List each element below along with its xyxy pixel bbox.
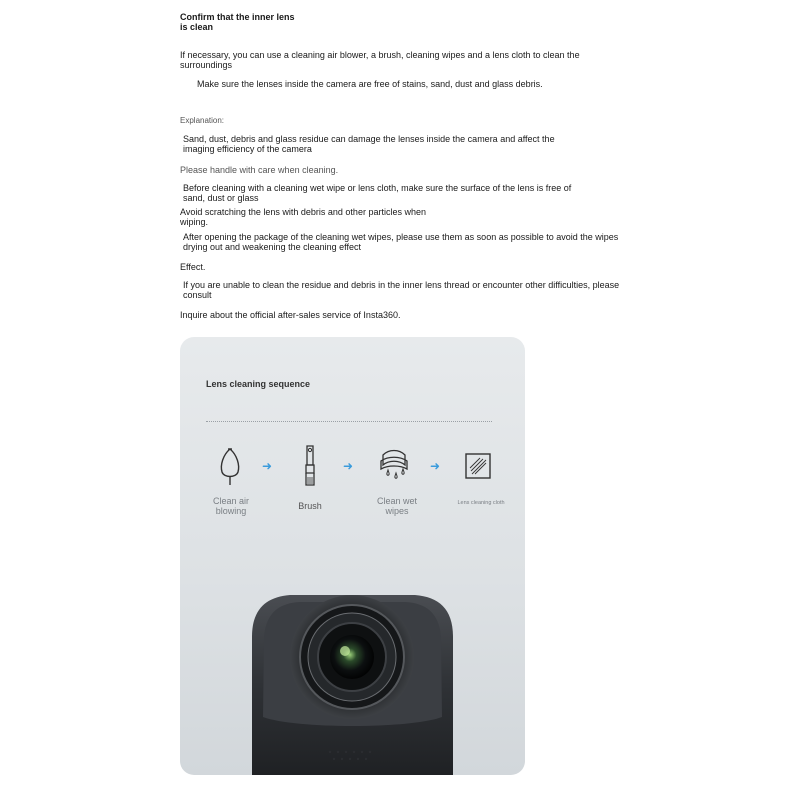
before-cleaning-note: Before cleaning with a cleaning wet wipe or lens cloth, make sure the surface of the lens is free of sand, dust or glass (183, 183, 572, 203)
step-label: Lens cleaning cloth (457, 500, 505, 506)
tools-note: If necessary, you can use a cleaning air blower, a brush, cleaning wipes and a lens cloth to clean the surroundings (180, 50, 580, 70)
card-title: Lens cleaning sequence (206, 379, 311, 389)
damage-note: Sand, dust, debris and glass residue can damage the lenses inside the camera and affect the imaging efficiency of the camera (183, 134, 555, 154)
unable-note: If you are unable to clean the residue and debris in the inner lens thread or encounter other difficulties, please consult (183, 280, 620, 300)
explanation-label: Explanation: (180, 116, 225, 125)
avoid-scratching-note: Avoid scratching the lens with debris and other particles when wiping. (180, 207, 426, 227)
step-label: Brush (298, 501, 322, 511)
step-label: Clean air blowing (212, 496, 250, 516)
step-label: Clean wet wipes (376, 496, 418, 516)
after-opening-note: After opening the package of the cleaning wet wipes, please use them as soon as possible to avoid the wipes drying out and weakening the cleaning effect (183, 232, 619, 252)
arrow-right-icon: ➜ (262, 459, 273, 473)
inquire-note: Inquire about the official after-sales service of Insta360. (180, 310, 401, 320)
lens-cleaning-card (180, 337, 525, 775)
arrow-right-icon: ➜ (343, 459, 354, 473)
page-heading: Confirm that the inner lens is clean (180, 12, 295, 32)
arrow-right-icon: ➜ (430, 459, 441, 473)
effect-label: Effect. (180, 262, 206, 272)
camera-lens-image (180, 337, 525, 775)
handle-care-note: Please handle with care when cleaning. (180, 165, 339, 175)
make-sure-note: Make sure the lenses inside the camera are free of stains, sand, dust and glass debris. (197, 79, 543, 89)
